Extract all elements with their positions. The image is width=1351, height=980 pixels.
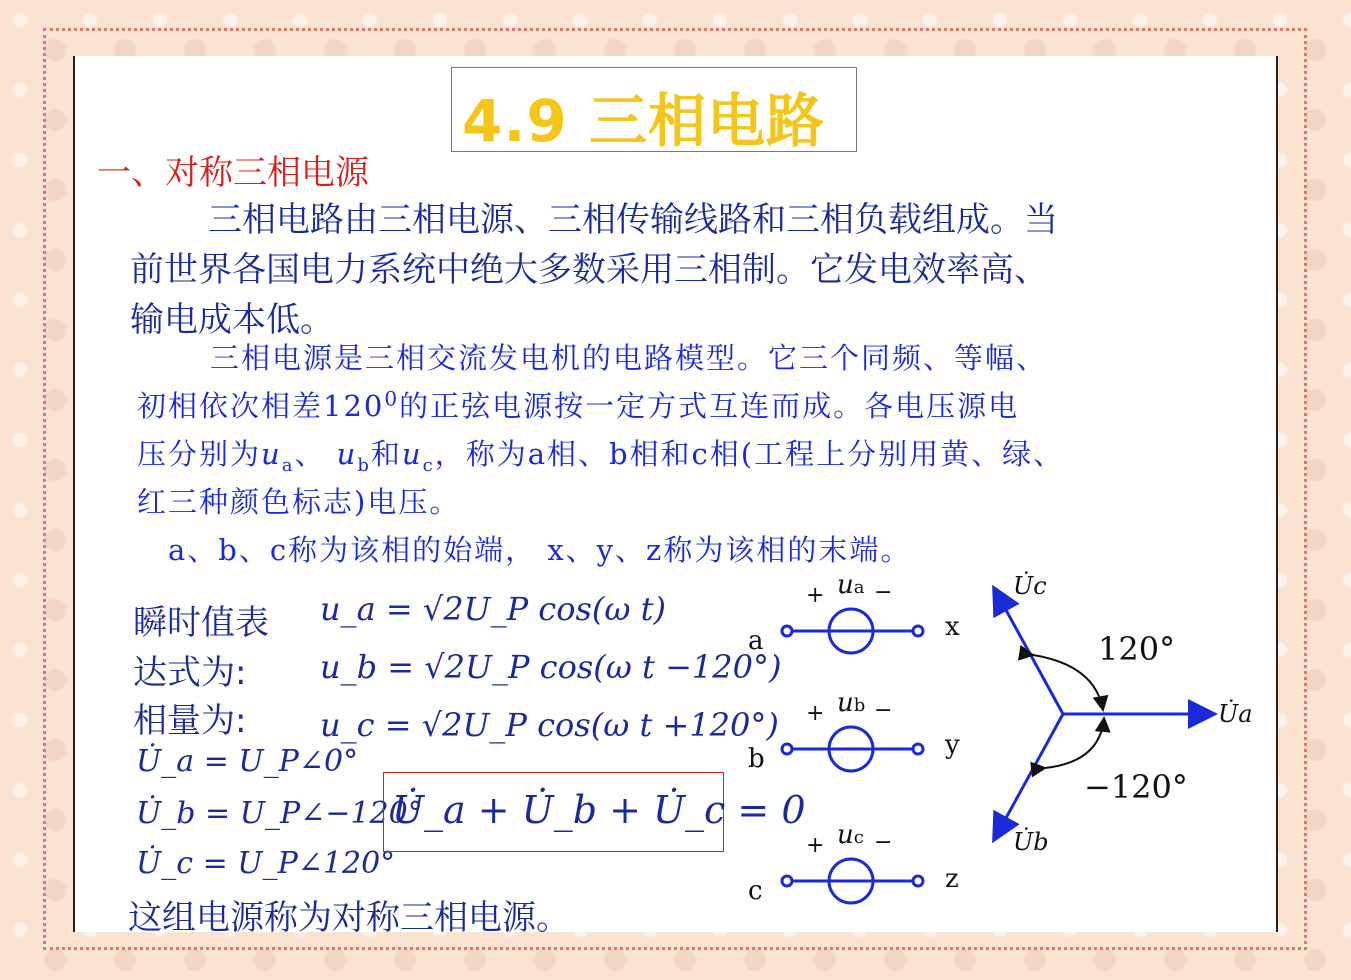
phasor-label-Ua: U̇a — [1218, 700, 1253, 728]
terminal-y: y — [945, 730, 960, 760]
eq-Uc: U̇_c = U_P∠120° — [136, 846, 396, 881]
phasor-label-Ub: U̇b — [1013, 828, 1049, 856]
source-a — [782, 609, 923, 653]
para3: a、b、c称为该相的始端， x、y、z称为该相的末端。 — [168, 533, 912, 567]
terminal-b: b — [748, 744, 765, 774]
eq-Ua: U̇_a = U_P∠0° — [136, 744, 359, 779]
minus-c: − — [874, 830, 893, 855]
phasor-Uc — [995, 590, 1063, 714]
conclusion: 这组电源称为对称三相电源。 — [128, 898, 570, 938]
terminal-z: z — [945, 864, 959, 894]
para2-text-a: 初相依次相差120 — [137, 389, 385, 423]
angle-minus-120: −120° — [1084, 768, 1188, 806]
arc-minus-120 — [1045, 718, 1104, 768]
para1-line1: 三相电路由三相电源、三相传输线路和三相负载组成。当 — [208, 200, 1058, 240]
label-ua: ua — [837, 570, 865, 600]
para2-line3: 压分别为$u_a$、 $u_b$和$u_c$，称为a相、b相和c相(工程上分别用黄、绿、 — [137, 437, 1065, 476]
source-c — [782, 859, 923, 903]
arc-120 — [1033, 655, 1103, 710]
phasor-label-Uc: U̇c — [1013, 572, 1047, 600]
plus-b: + — [806, 701, 825, 726]
label-phasor: 相量为: — [133, 701, 247, 741]
plus-c: + — [806, 833, 825, 858]
label-instant-1: 瞬时值表 — [133, 603, 269, 643]
para2-line1: 三相电源是三相交流发电机的电路模型。它三个同频、等幅、 — [210, 341, 1048, 375]
terminal-x: x — [945, 612, 960, 642]
para2-text-d: ，称为a相、b相和c相(工程上分别用黄、绿、 — [434, 437, 1065, 471]
minus-a: − — [874, 580, 893, 605]
label-ub: ub — [837, 688, 866, 718]
slide-title: 4.9 三相电路 — [462, 87, 825, 155]
source-b — [782, 727, 923, 771]
terminal-a: a — [748, 626, 764, 656]
para2-text-b: 的正弦电源按一定方式互连而成。各电压源电 — [399, 389, 1020, 423]
para1-line2: 前世界各国电力系统中绝大多数采用三相制。它发电效率高、 — [130, 250, 1048, 290]
para1-line3: 输电成本低。 — [130, 300, 334, 340]
label-uc: uc — [837, 820, 864, 850]
minus-b: − — [874, 698, 893, 723]
label-instant-2: 达式为: — [133, 653, 247, 693]
phasor-Ub — [995, 714, 1063, 838]
superscript-zero: 0 — [384, 386, 400, 411]
eq-sum: U̇_a + U̇_b + U̇_c = 0 — [392, 788, 806, 832]
eq-Ub: U̇_b = U_P∠−120° — [136, 796, 423, 831]
section-heading: 一、对称三相电源 — [97, 153, 369, 193]
eq-uc: u_c = √2U_P cos(ω t +120°) — [320, 706, 779, 744]
para2-text-c: 压分别为 — [137, 437, 262, 471]
plus-a: + — [806, 583, 825, 608]
eq-ub: u_b = √2U_P cos(ω t −120°) — [320, 648, 782, 686]
angle-120: 120° — [1098, 630, 1176, 668]
para2-line4: 红三种颜色标志)电压。 — [137, 485, 461, 519]
eq-ua: u_a = √2U_P cos(ω t) — [320, 590, 666, 628]
terminal-c: c — [748, 876, 763, 906]
para2-and: 和 — [370, 437, 402, 471]
para2-sep: 、 — [294, 437, 326, 471]
